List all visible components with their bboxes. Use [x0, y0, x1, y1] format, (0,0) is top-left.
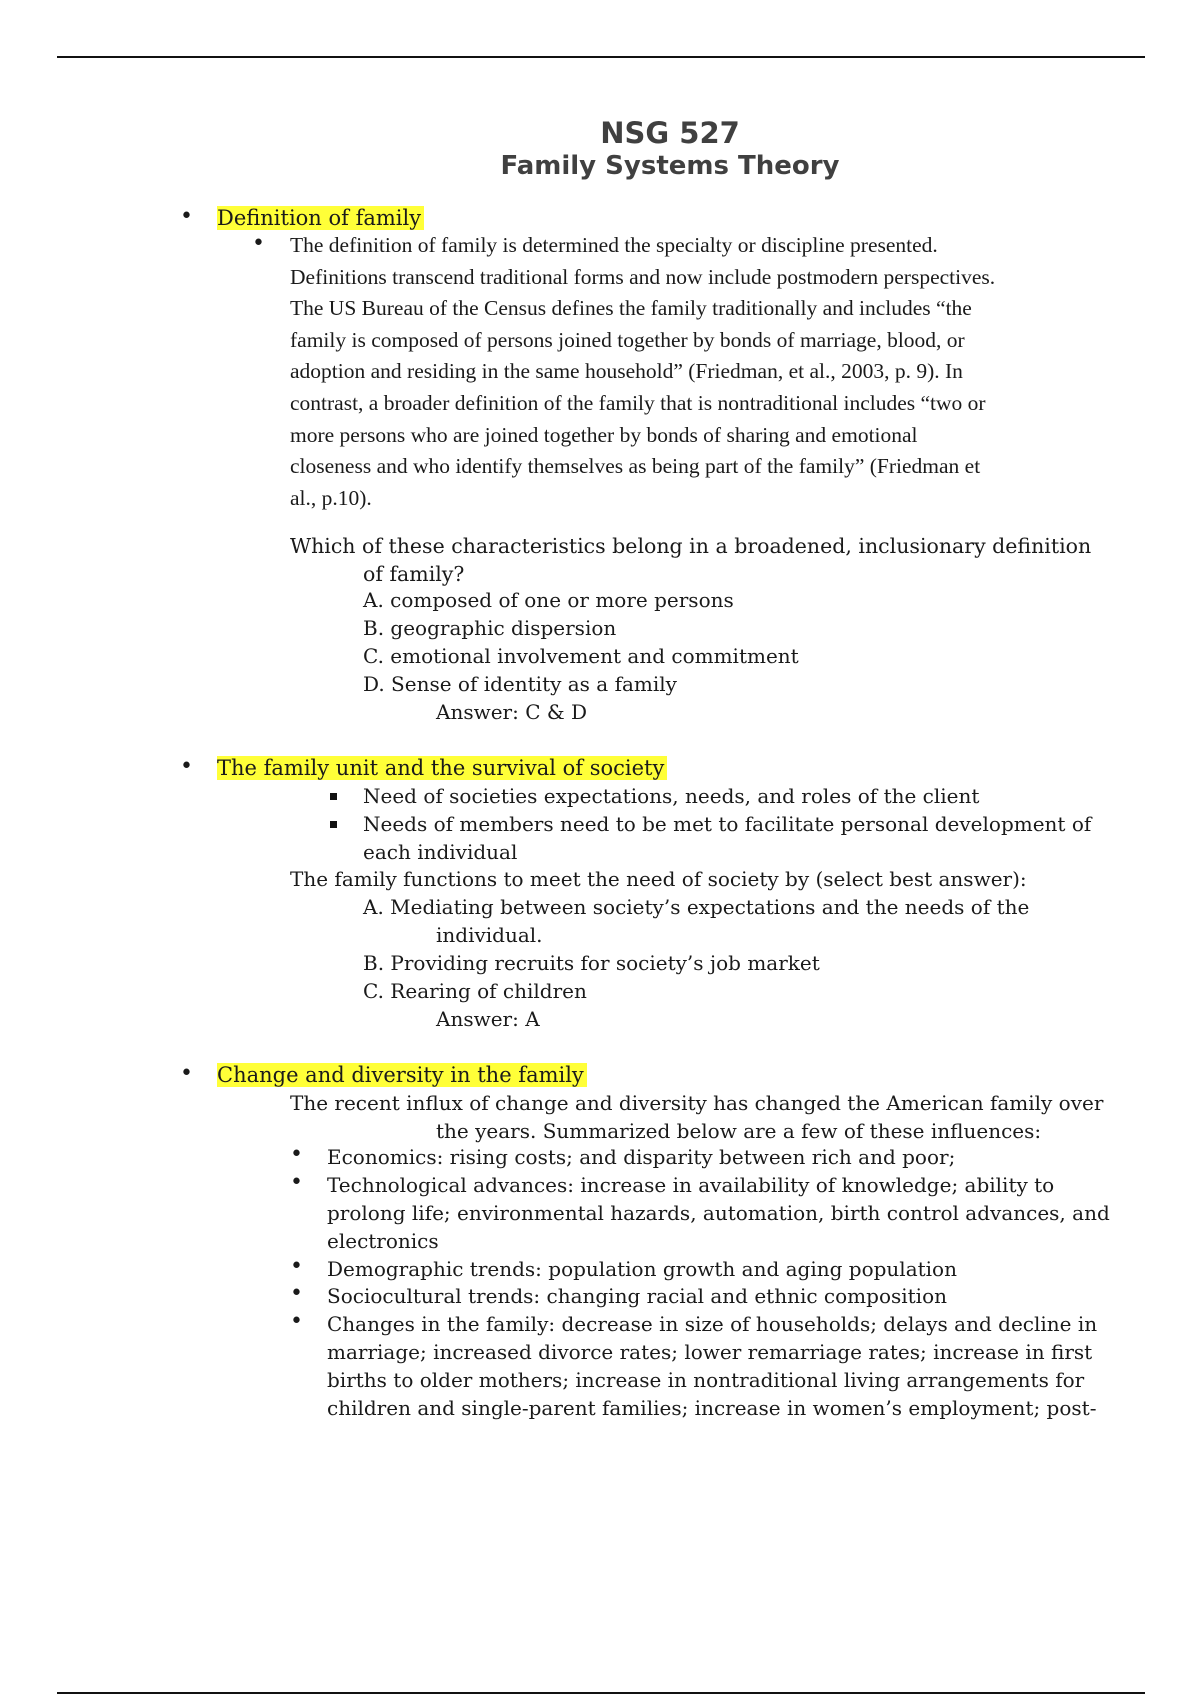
square-bullet-icon: [330, 821, 337, 828]
paragraph-line: al., p.10).: [290, 485, 372, 510]
question-1-option-d: D. Sense of identity as a family: [363, 672, 677, 696]
bullet-dot-icon: •: [290, 1281, 303, 1306]
paragraph-line: The definition of family is determined the specialty or discipline presented.: [290, 233, 938, 257]
question-1-answer: Answer: C & D: [436, 700, 588, 724]
bullet-dot-icon: •: [290, 1142, 303, 1167]
influence-demographic: Demographic trends: population growth and aging population: [327, 1257, 957, 1281]
section-heading-change: Change and diversity in the family: [217, 1062, 587, 1088]
bullet-dot-icon: •: [290, 1170, 303, 1195]
question-2-option-a-line-2: individual.: [436, 923, 543, 947]
page-title: NSG 527: [600, 116, 740, 150]
influence-line: Technological advances: increase in availability of knowledge; ability to: [327, 1173, 1055, 1197]
question-1-line-1: Which of these characteristics belong in a broadened, inclusionary definition: [290, 534, 1092, 558]
section-heading-survival: The family unit and the survival of society: [217, 755, 667, 781]
survival-subitem-2-line-1: Needs of members need to be met to facilitate personal development of: [363, 812, 1092, 836]
influence-technology: [327, 1171, 1110, 1255]
influence-family-changes: [327, 1310, 1097, 1422]
paragraph-line: contrast, a broader definition of the family that is nontraditional includes “two or: [290, 390, 986, 415]
question-1-option-b: B. geographic dispersion: [363, 616, 617, 640]
survival-subitem-1: Need of societies expectations, needs, and roles of the client: [363, 784, 980, 808]
paragraph-line: closeness and who identify themselves as being part of the family” (Friedman et: [290, 454, 981, 479]
influence-sociocultural: Sociocultural trends: changing racial and ethnic composition: [327, 1284, 947, 1308]
question-1-line-2: of family?: [363, 562, 465, 586]
title-block: [0, 116, 1200, 182]
section-heading-definition: Definition of family: [217, 205, 424, 231]
question-2-answer: Answer: A: [436, 1007, 540, 1031]
square-bullet-icon: [330, 793, 337, 800]
paragraph-line: adoption and residing in the same household” (Friedman, et al., 2003, p. 9). In: [290, 359, 963, 384]
influence-line: prolong life; environmental hazards, automation, birth control advances, and: [327, 1201, 1110, 1225]
bullet-dot-icon: •: [180, 754, 193, 779]
influence-line: children and single-parent families; increase in women’s employment; post-: [327, 1396, 1097, 1420]
survival-subitem-2-line-2: each individual: [363, 840, 518, 864]
bullet-dot-icon: •: [290, 1254, 303, 1279]
bullet-dot-icon: •: [252, 231, 265, 256]
influence-line: births to older mothers; increase in nontraditional living arrangements for: [327, 1368, 1085, 1392]
paragraph-line: The US Bureau of the Census defines the family traditionally and includes “the: [290, 296, 972, 321]
paragraph-line: more persons who are joined together by bonds of sharing and emotional: [290, 422, 918, 447]
change-intro-line-2: the years. Summarized below are a few of these influences:: [436, 1119, 1042, 1143]
bullet-dot-icon: •: [290, 1309, 303, 1334]
question-2-option-c: C. Rearing of children: [363, 979, 587, 1003]
page-subtitle: Family Systems Theory: [500, 151, 840, 181]
question-1-option-c: C. emotional involvement and commitment: [363, 644, 799, 668]
influence-line: marriage; increased divorce rates; lower remarriage rates; increase in first: [327, 1340, 1093, 1364]
bullet-dot-icon: •: [180, 204, 193, 229]
bullet-dot-icon: •: [180, 1061, 193, 1086]
paragraph-line: family is composed of persons joined together by bonds of marriage, blood, or: [290, 327, 965, 352]
influence-economics: Economics: rising costs; and disparity between rich and poor;: [327, 1145, 956, 1169]
question-2-option-a-line-1: A. Mediating between society’s expectations and the needs of the: [363, 895, 1030, 919]
question-1-option-a: A. composed of one or more persons: [363, 588, 734, 612]
change-intro-line-1: The recent influx of change and diversity has changed the American family over: [290, 1091, 1104, 1115]
influence-line: Changes in the family: decrease in size of households; delays and decline in: [327, 1312, 1098, 1336]
question-2-option-b: B. Providing recruits for society’s job market: [363, 951, 820, 975]
question-2: The family functions to meet the need of society by (select best answer):: [290, 867, 1027, 891]
paragraph-line: Definitions transcend traditional forms and now include postmodern perspectives.: [290, 264, 996, 289]
bottom-rule: [57, 1692, 1145, 1694]
definition-paragraph: [290, 230, 995, 514]
influence-line: electronics: [327, 1229, 439, 1253]
top-rule: [57, 56, 1145, 58]
